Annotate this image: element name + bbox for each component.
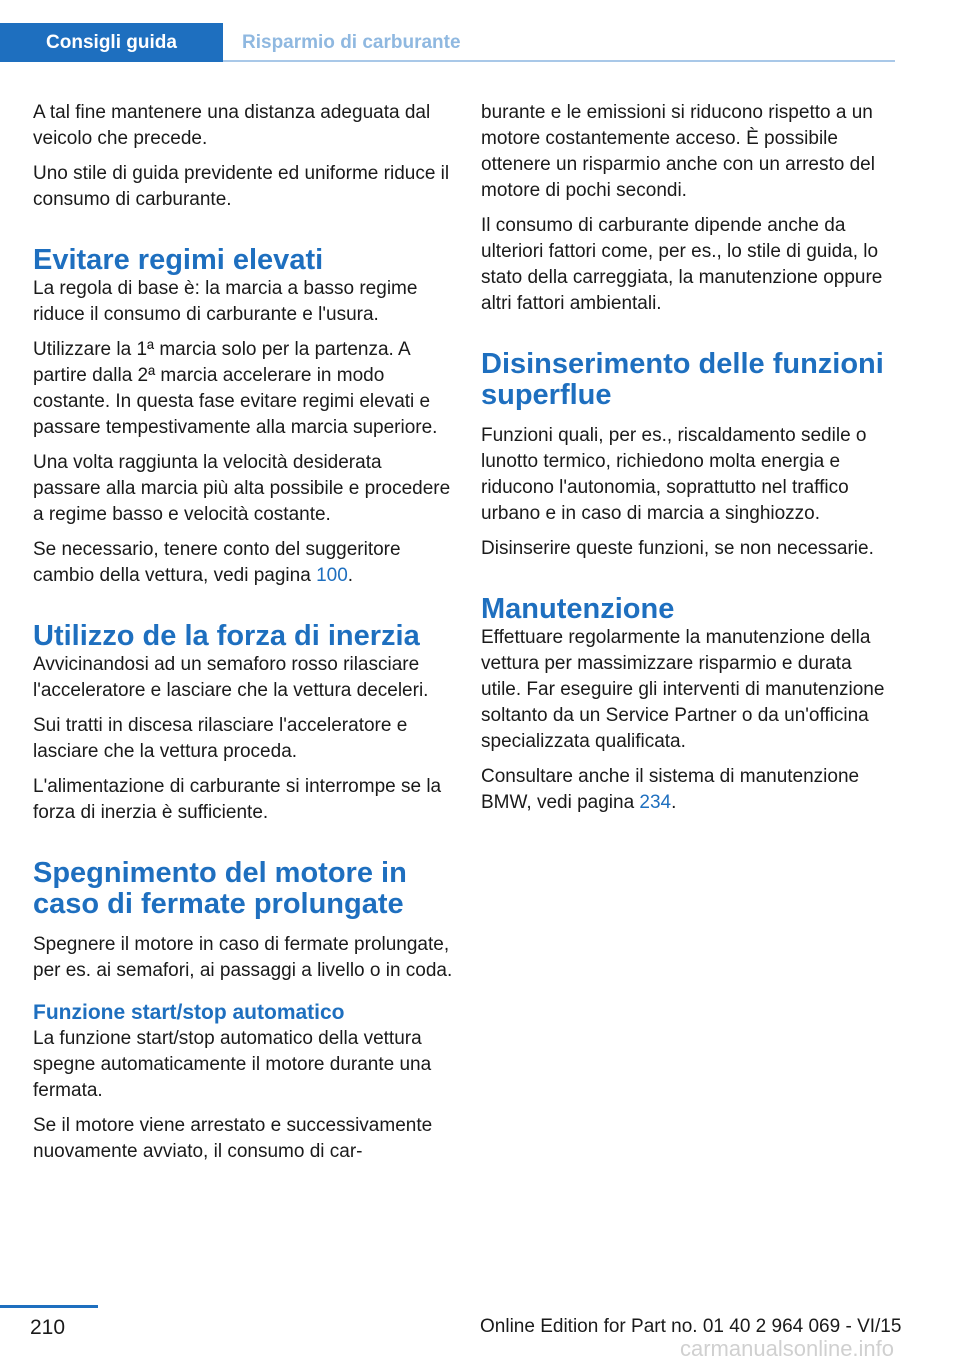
paragraph: Una volta raggiunta la velocità desiderata passare alla marcia più alta possibile e procedere a regime basso e velocità costante. <box>33 452 451 525</box>
right-column <box>481 100 896 825</box>
paragraph: La regola di base è: la marcia a basso regime riduce il consumo di carburante e l'usura. <box>33 278 418 325</box>
paragraph-text: Consultare anche il sistema di manutenzione BMW, vedi pagina <box>481 766 860 813</box>
heading-start-stop: Funzione start/stop automatico <box>33 1001 345 1024</box>
page-header <box>0 0 895 62</box>
paragraph: L'alimentazione di carburante si interrompe se la forza di inerzia è sufficiente. <box>33 776 442 823</box>
paragraph: Spegnere il motore in caso di fermate prolungate, per es. ai semafori, ai passaggi a livello o in coda. <box>33 934 453 981</box>
paragraph: Utilizzare la 1ª marcia solo per la partenza. A partire dalla 2ª marcia accelerare in modo costante. In questa fase evitare regimi elevati e passare tempestivamente alla marcia superiore. <box>33 339 438 438</box>
left-column <box>33 100 453 1174</box>
paragraph: La funzione start/stop automatico della vettura spegne automaticamente il motore durante una fermata. <box>33 1028 432 1101</box>
section-tab-consigli-guida[interactable]: Consigli guida <box>0 23 223 62</box>
paragraph: Uno stile di guida previdente ed uniforme riduce il consumo di carburante. <box>33 163 450 210</box>
paragraph: Disinserire queste funzioni, se non necessarie. <box>481 538 874 559</box>
header-divider <box>223 60 895 62</box>
heading-disinserimento-funzioni: Disinserimento delle funzioni superflue <box>481 348 884 411</box>
watermark: carmanualsonline.info <box>680 1336 895 1361</box>
paragraph: Sui tratti in discesa rilasciare l'acceleratore e lasciare che la vettura proceda. <box>33 715 408 762</box>
paragraph-end: . <box>347 565 354 586</box>
heading-forza-di-inerzia: Utilizzo de la forza di inerzia <box>33 620 420 652</box>
paragraph: Se il motore viene arrestato e successivamente nuovamente avviato, il consumo di car- <box>33 1115 433 1162</box>
paragraph <box>481 764 896 816</box>
paragraph: burante e le emissioni si riducono rispetto a un motore costantemente acceso. È possibile ottenere un risparmio anche con un arresto del motore di pochi secondi. <box>481 102 875 201</box>
heading-manutenzione: Manutenzione <box>481 593 675 625</box>
paragraph: Il consumo di carburante dipende anche da ulteriori fattori come, per es., lo stile di guida, lo stato della carreggiata, la manutenzione oppure altri fattori ambientali. <box>481 215 883 314</box>
paragraph: Effettuare regolarmente la manutenzione della vettura per massimizzare risparmio e durata utile. Far eseguire gli interventi di manutenzione soltanto da un Service Partner o da un'officina specializzata qualificata. <box>481 627 885 752</box>
paragraph: Funzioni quali, per es., riscaldamento sedile o lunotto termico, richiedono molta energia e riducono l'autonomia, soprattutto nel traffico urbano e in caso di marcia a singhiozzo. <box>481 425 867 524</box>
section-tab-risparmio-carburante[interactable]: Risparmio di carburante <box>242 32 461 53</box>
page-link-234[interactable]: 234 <box>639 792 672 813</box>
page-link-100[interactable]: 100 <box>316 565 348 586</box>
paragraph-text: Se necessario, tenere conto del suggeritore cambio della vettura, vedi pagina <box>33 539 401 586</box>
heading-spegnimento-motore: Spegnimento del motore in caso di fermate prolungate <box>33 857 407 920</box>
paragraph <box>33 537 453 589</box>
footer-divider <box>0 1305 98 1308</box>
edition-note: Online Edition for Part no. 01 40 2 964 069 - VI/15 <box>480 1316 902 1337</box>
paragraph-end: . <box>671 792 677 813</box>
paragraph: A tal fine mantenere una distanza adeguata dal veicolo che precede. <box>33 102 431 149</box>
page-number: 210 <box>30 1316 66 1339</box>
paragraph: Avvicinandosi ad un semaforo rosso rilasciare l'acceleratore e lasciare che la vettura deceleri. <box>33 654 429 701</box>
heading-evitare-regimi-elevati: Evitare regimi elevati <box>33 244 324 276</box>
